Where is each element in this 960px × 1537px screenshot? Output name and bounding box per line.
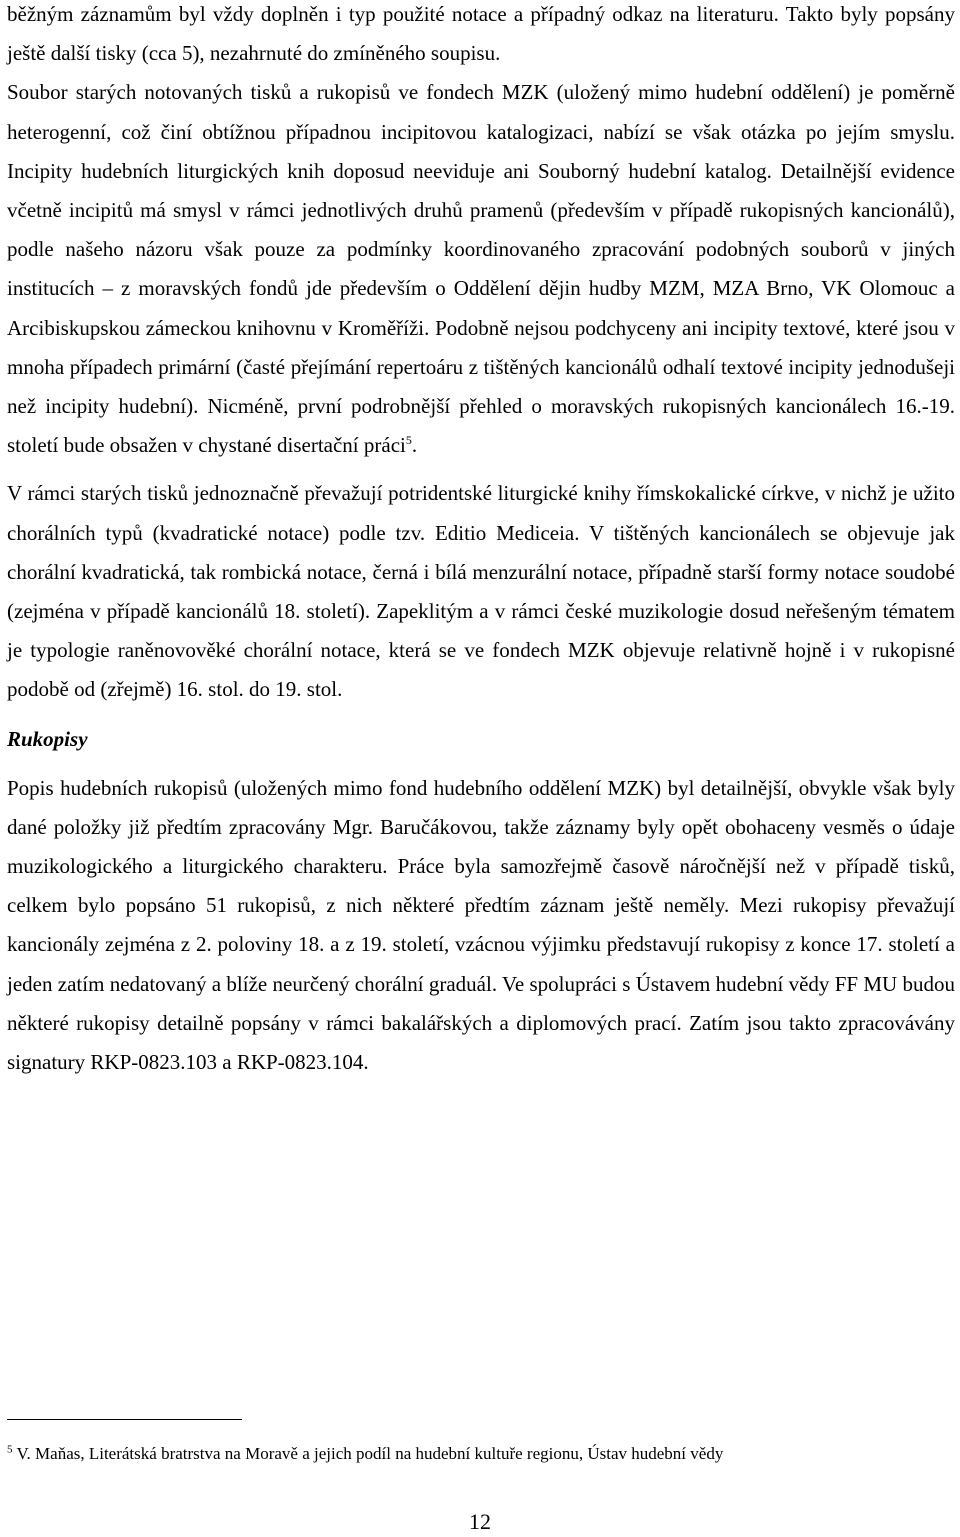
paragraph-text: Soubor starých notovaných tisků a rukopisů ve fondech MZK (uložený mimo hudební oddělení) je poměrně heterogenní, což činí obtížnou případnou incipitovou katalogizaci, nabízí se však otázka po jejím smyslu. Incipity hudebních liturgických knih doposud neeviduje ani Souborný hudební katalog. Detailnější evidence včetně incipitů má smysl v rámci jednotlivých druhů pramenů (především v případě rukopisných kancionálů), podle našeho názoru však pouze za podmínky koordinovaného zpracování podobných souborů v jiných institucích – z moravských fondů jde především o Oddělení dějin hudby MZM, MZA Brno, VK Olomouc a Arcibiskupskou zámeckou knihovnu v Kroměříži. Podobně nejsou podchyceny ani incipity textové, které jsou v mnoha případech primární (časté přejímání repertoáru z tištěných kancionálů odhalí textové incipity jednodušeji než incipity hudební). Nicméně, první podrobnější přehled o moravských rukopisných kancionálech 16.-19. století bude obsažen v chystané disertační práci <box>7 80 955 458</box>
footnote-separator <box>7 1419 242 1420</box>
footnote-mark: 5 <box>7 1443 13 1456</box>
section-heading-rukopisy: Rukopisy <box>7 726 88 751</box>
paragraph-manuscripts: Popis hudebních rukopisů (uložených mimo fond hudebního oddělení MZK) byl detailnější, obvykle však byly dané položky již předtím zpracovány Mgr. Baručákovou, takže záznamy byly opět obohaceny vesměs o údaje muzikologického a liturgického charakteru. Práce byla samozřejmě časově náročnější než v případě tisků, celkem bylo popsáno 51 rukopisů, z nich některé předtím záznam ještě neměly. Mezi rukopisy převažují kancionály zejména z 2. poloviny 18. a z 19. století, vzácnou výjimku představují rukopisy z konce 17. století a jeden zatím nedatovaný a blíže neurčený chorální graduál. Ve spolupráci s Ústavem hudební vědy FF MU budou některé rukopisy detailně popsány v rámci bakalářských a diplomových prací. Zatím jsou takto zpracovávány signatury RKP-0823.103 a RKP-0823.104. <box>7 775 955 1075</box>
footnote-reference: 5 <box>405 433 412 448</box>
page-number: 12 <box>469 1509 491 1534</box>
document-page <box>7 0 955 1082</box>
footnote-text: V. Maňas, Literátská bratrstva na Moravě a jejich podíl na hudební kultuře regionu, Ústav hudební vědy <box>12 1444 724 1463</box>
footnote <box>7 1441 955 1467</box>
paragraph-period: . <box>411 433 418 458</box>
paragraph-notation-types: V rámci starých tisků jednoznačně převažují potridentské liturgické knihy římskokalické církve, v nichž je užito chorálních typů (kvadratické notace) podle tzv. Editio Mediceia. V tištěných kancionálech se objevuje jak chorální kvadratická, tak rombická notace, černá i bílá menzurální notace, případně starší formy notace soudobé (zejména v případě kancionálů 18. století). Zapeklitým a v rámci české muzikologie dosud neřešeným tématem je typologie raněnovověké chorální notace, která se ve fondech MZK objevuje relativně hojně i v rukopisné podobě od (zřejmě) 16. stol. do 19. stol. <box>7 481 955 702</box>
paragraph-old-prints-collection <box>7 73 955 465</box>
paragraph-continuation: běžným záznamům byl vždy doplněn i typ použité notace a případný odkaz na literaturu. Takto byly popsány ještě další tisky (cca 5), nezahrnuté do zmíněného soupisu. <box>7 2 955 66</box>
